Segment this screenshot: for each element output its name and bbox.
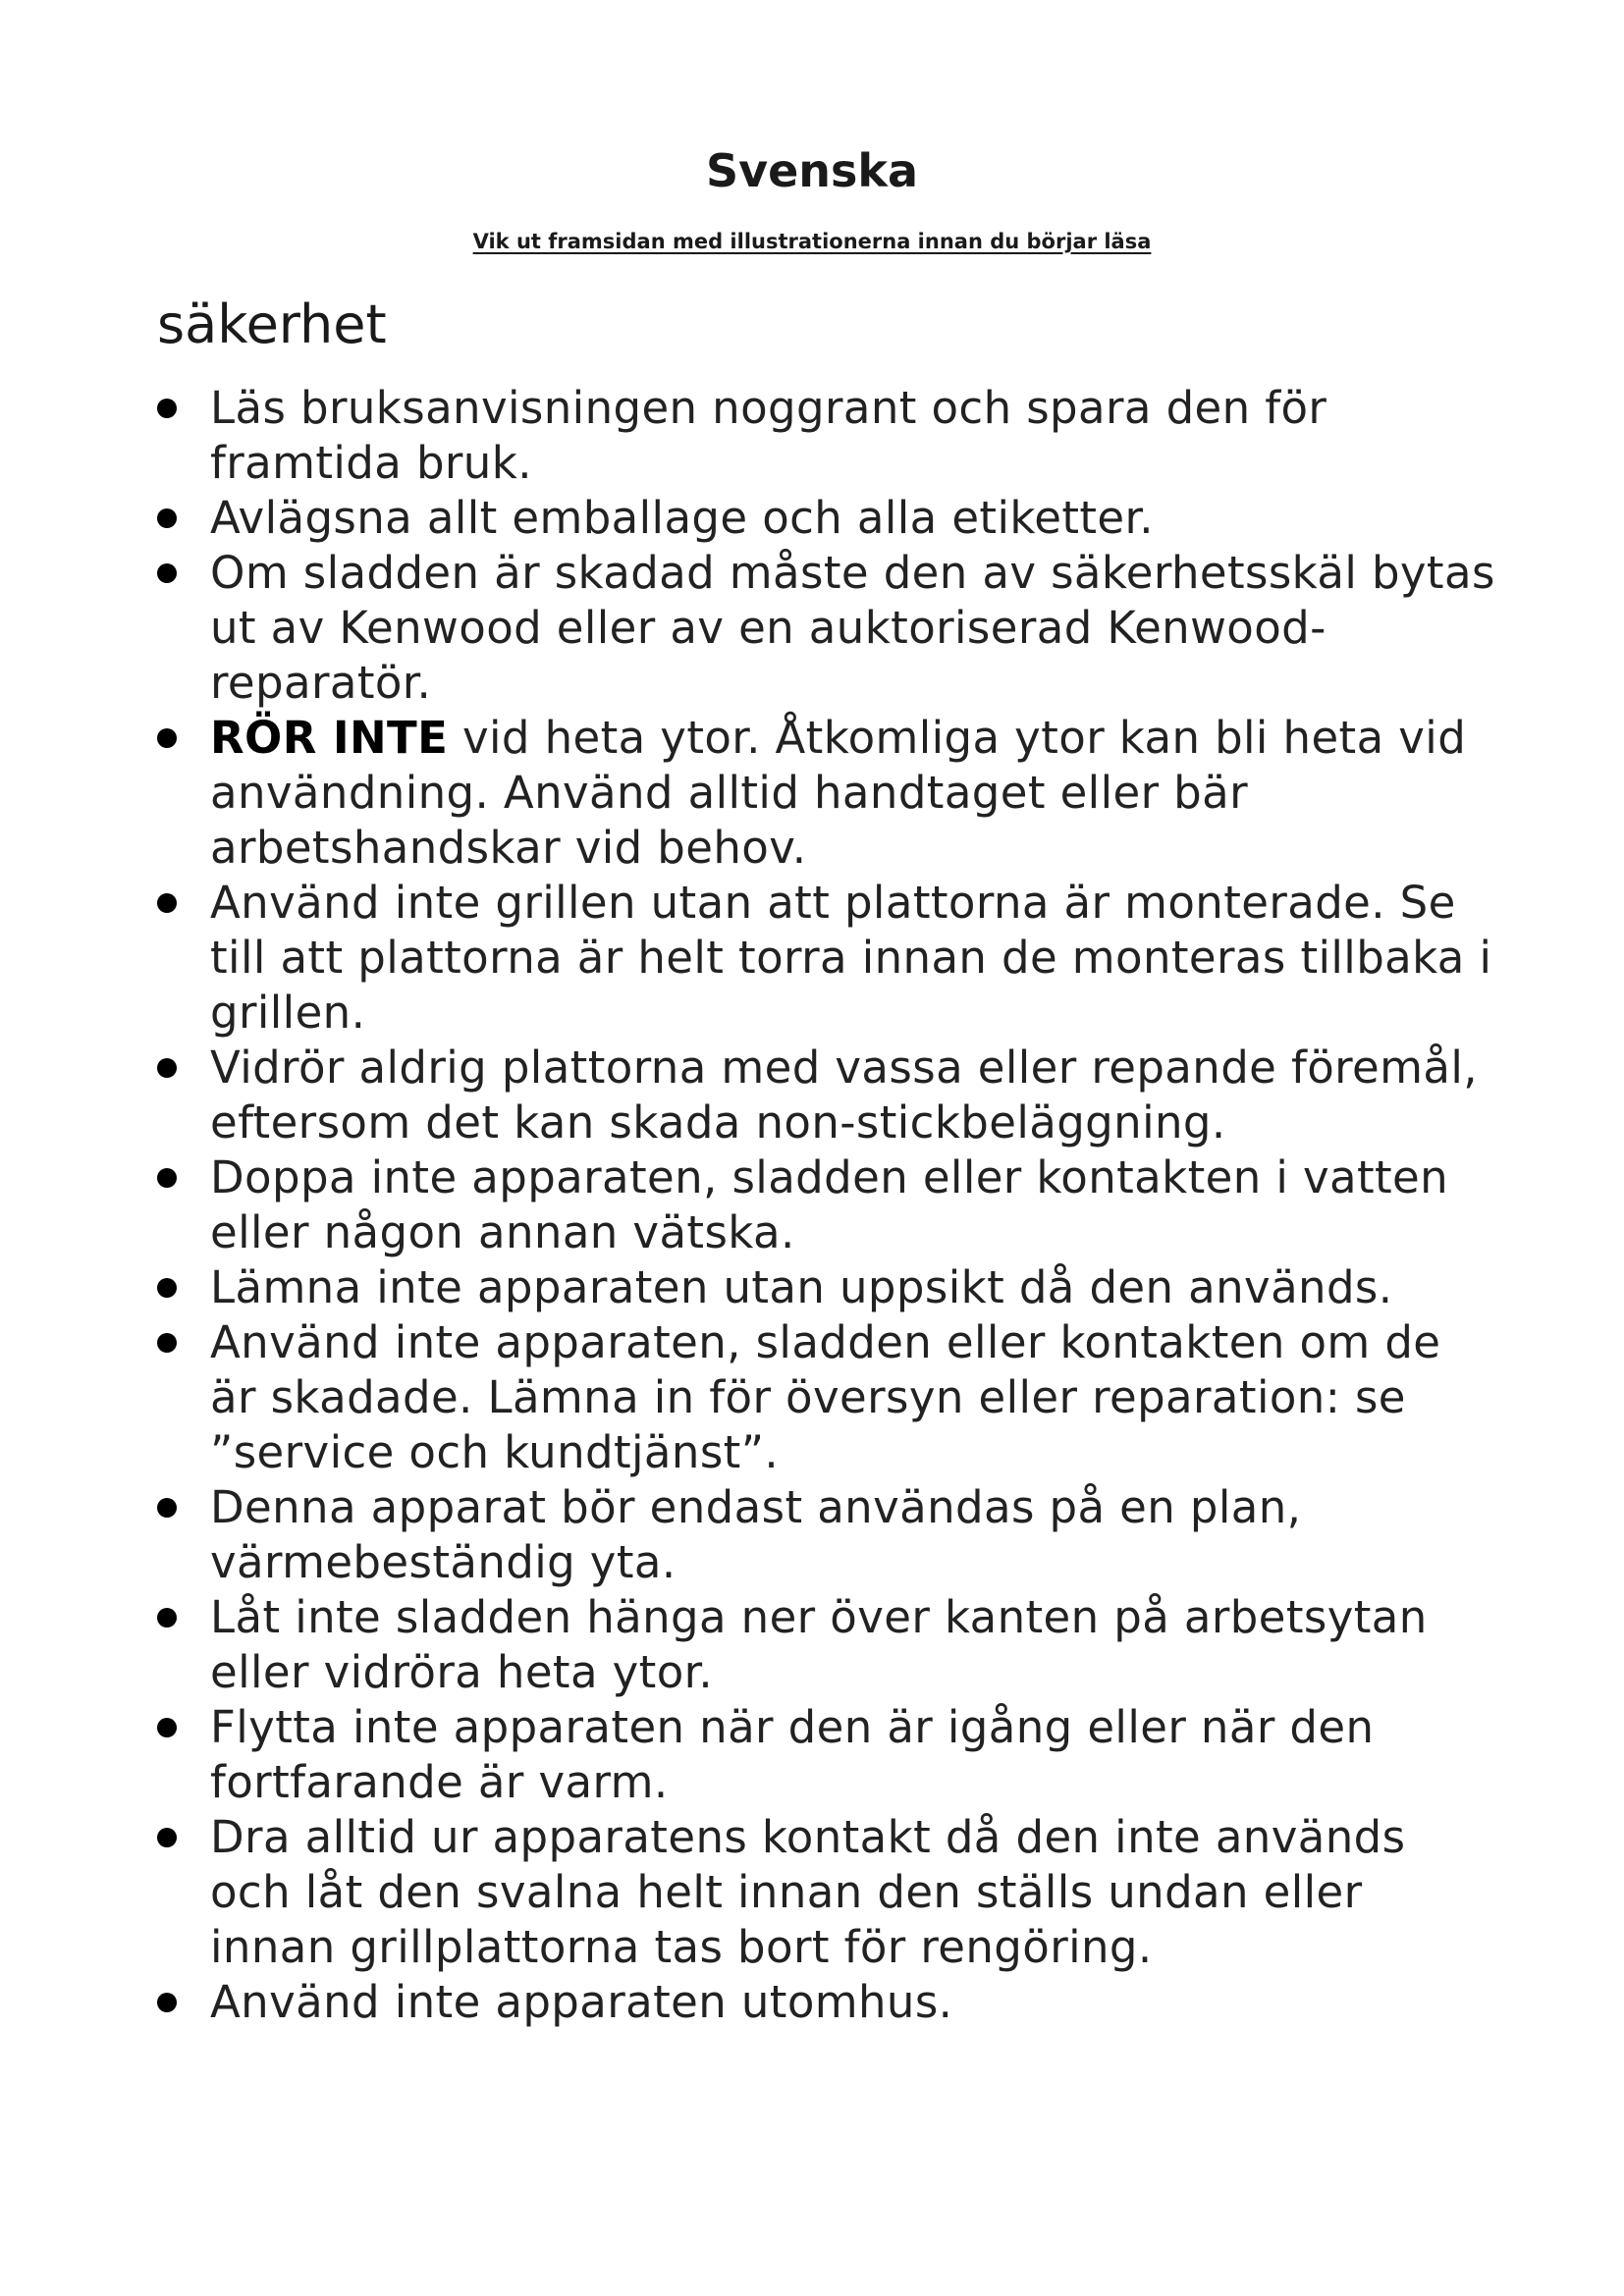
list-item-text: Använd inte grillen utan att plattorna är monterade. Se till att plattorna är helt torra innan de monteras tillbaka i grillen. <box>210 877 1492 1039</box>
bullet-icon <box>157 1058 177 1078</box>
safety-list <box>210 381 1496 2030</box>
list-item-text: Flytta inte apparaten när den är igång eller när den fortfarande är varm. <box>210 1701 1375 1808</box>
bullet-icon <box>157 1498 177 1518</box>
list-item <box>210 1041 1496 1150</box>
list-item-text: Vidrör aldrig plattorna med vassa eller repande föremål, eftersom det kan skada non-stickbeläggning. <box>210 1041 1478 1148</box>
bullet-icon <box>157 563 177 583</box>
bullet-icon <box>157 1993 177 2012</box>
page-title: Svenska <box>705 144 919 197</box>
bullet-icon <box>157 508 177 528</box>
list-item-text: Låt inte sladden hänga ner över kanten på arbetsytan eller vidröra heta ytor. <box>210 1591 1428 1698</box>
list-item <box>210 1260 1496 1315</box>
list-item-text: Doppa inte apparaten, sladden eller kontakten i vatten eller någon annan vätska. <box>210 1151 1449 1258</box>
list-item-text: Lämna inte apparaten utan uppsikt då den används. <box>210 1261 1393 1313</box>
bullet-icon <box>157 1718 177 1737</box>
list-item <box>210 546 1496 711</box>
list-item-text: Läs bruksanvisningen noggrant och spara den för framtida bruk. <box>210 382 1327 489</box>
bullet-icon <box>157 399 177 418</box>
section-heading: säkerhet <box>157 294 387 355</box>
list-item <box>210 876 1496 1041</box>
list-item <box>210 1700 1496 1810</box>
list-item-text: Använd inte apparaten, sladden eller kontakten om de är skadade. Lämna in för översyn eller reparation: se ”service och kundtjänst”. <box>210 1316 1441 1478</box>
list-item-text: Om sladden är skadad måste den av säkerhetsskäl bytas ut av Kenwood eller av en auktoriserad Kenwood-reparatör. <box>210 547 1495 709</box>
list-item <box>210 491 1496 546</box>
bullet-icon <box>157 1333 177 1353</box>
list-item <box>210 1975 1496 2030</box>
warning-emphasis: RÖR INTE <box>210 712 449 764</box>
page-subtitle: Vik ut framsidan med illustrationerna innan du börjar läsa <box>472 230 1152 253</box>
list-item <box>210 1480 1496 1590</box>
list-item <box>210 1150 1496 1260</box>
list-item-text: vid heta ytor. Åtkomliga ytor kan bli heta vid användning. Använd alltid handtaget eller bär arbetshandskar vid behov. <box>210 712 1467 874</box>
bullet-icon <box>157 1608 177 1628</box>
bullet-icon <box>157 1828 177 1847</box>
bullet-icon <box>157 1278 177 1298</box>
bullet-icon <box>157 893 177 913</box>
bullet-icon <box>157 728 177 748</box>
list-item-text: Dra alltid ur apparatens kontakt då den inte används och låt den svalna helt innan den ställs undan eller innan grillplattorna tas bort för rengöring. <box>210 1811 1406 1973</box>
bullet-icon <box>157 1168 177 1188</box>
list-item <box>210 1590 1496 1700</box>
list-item-text: Använd inte apparaten utomhus. <box>210 1976 953 2028</box>
list-item-text: Denna apparat bör endast användas på en plan, värmebeständig yta. <box>210 1481 1302 1588</box>
list-item <box>210 381 1496 491</box>
list-item-text: Avlägsna allt emballage och alla etiketter. <box>210 492 1154 544</box>
list-item <box>210 1315 1496 1480</box>
list-item <box>210 711 1496 876</box>
list-item <box>210 1810 1496 1975</box>
